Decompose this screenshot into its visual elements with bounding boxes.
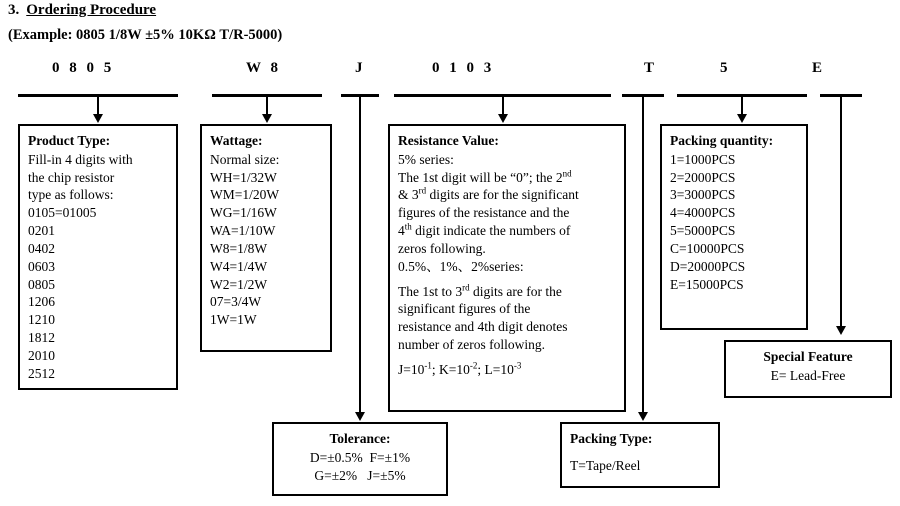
box-resistance-title: Resistance Value: [398, 133, 499, 148]
box-tolerance-line: D=±0.5% F=±1% [309, 449, 411, 465]
box-wattage-line: W8=1/8W [210, 240, 268, 256]
code-product-type: 0 8 0 5 [52, 60, 115, 76]
box-wattage-line: 07=3/4W [210, 294, 262, 310]
arrow-tolerance [355, 412, 365, 421]
box-product-type [18, 124, 178, 390]
box-resistance-line: resistance and 4th digit denotes [398, 319, 568, 335]
box-wattage-line: W2=1/2W [210, 276, 268, 292]
box-resistance-line: figures of the resistance and the [398, 205, 570, 221]
box-special-feature-line: E= Lead-Free [770, 367, 846, 383]
box-wattage-line: WM=1/20W [210, 187, 280, 203]
box-wattage-line: Normal size: [210, 151, 280, 167]
box-product-type-line: 0402 [28, 240, 55, 256]
arrow-product-type [93, 114, 103, 123]
box-packing-quantity-line: E=15000PCS [670, 276, 744, 292]
code-resistance-value: 0 1 0 3 [432, 60, 495, 76]
example-line: (Example: 0805 1/8W ±5% 10KΩ T/R-5000) [8, 27, 283, 43]
box-resistance-value [388, 124, 626, 412]
page-title [8, 2, 156, 19]
box-resistance-line: $J=10^{-1}$; $K=10^{-2}$; $L=10^{-3}$ [398, 360, 522, 377]
box-resistance-line: 4th digit indicate the numbers of [398, 221, 571, 239]
box-packing-quantity-line: D=20000PCS [670, 258, 746, 274]
box-product-type-line: 1206 [28, 294, 55, 310]
section-number: 3. [8, 2, 20, 18]
box-resistance-line: 5% series: [398, 151, 454, 167]
code-wattage: W 8 [246, 60, 281, 76]
arrow-wattage [262, 114, 272, 123]
box-product-type-line: the chip resistor [28, 169, 115, 185]
code-packing-type: T [644, 60, 658, 76]
box-tolerance-title: Tolerance: [329, 431, 391, 446]
box-wattage-line: WH=1/32W [210, 169, 277, 185]
box-packing-quantity-line: 1=1000PCS [670, 151, 736, 167]
box-resistance-line: number of zeros following. [398, 336, 545, 352]
box-tolerance-line: G=±2% J=±5% [314, 467, 406, 483]
connector-tolerance [359, 94, 361, 416]
box-packing-quantity-line: 3=3000PCS [670, 187, 736, 203]
box-product-type-line: Fill-in 4 digits with [28, 151, 133, 167]
box-packing-quantity-line: 4=4000PCS [670, 205, 736, 221]
box-special-feature-title: Special Feature [763, 349, 853, 364]
box-product-type-line: 0201 [28, 223, 55, 239]
box-product-type-title: Product Type: [28, 133, 111, 148]
box-wattage [200, 124, 332, 352]
box-resistance-line: 0.5%、1%、2%series: [398, 258, 524, 274]
box-product-type-line: 1812 [28, 329, 55, 345]
section-title: Ordering Procedure [26, 2, 157, 18]
box-wattage-line: WG=1/16W [210, 205, 277, 221]
box-resistance-line: significant figures of the [398, 301, 531, 317]
connector-packing-type [642, 94, 644, 416]
box-packing-quantity [660, 124, 808, 330]
box-wattage-line: WA=1/10W [210, 223, 276, 239]
box-product-type-line: 0105=01005 [28, 205, 97, 221]
box-tolerance [272, 422, 448, 496]
arrow-special-feature [836, 326, 846, 335]
box-resistance-line: & 3rd digits are for the significant [398, 185, 579, 203]
box-resistance-line: The 1st to 3rd digits are for the [398, 282, 562, 299]
box-product-type-line: 0603 [28, 258, 55, 274]
box-product-type-line: 2010 [28, 347, 55, 363]
arrow-packing-type [638, 412, 648, 421]
code-packing-quantity: 5 [720, 60, 731, 76]
box-wattage-line: 1W=1W [210, 312, 257, 328]
box-product-type-line: 0805 [28, 276, 55, 292]
box-resistance-line: zeros following. [398, 240, 486, 256]
box-wattage-line: W4=1/4W [210, 258, 268, 274]
box-packing-quantity-line: C=10000PCS [670, 240, 745, 256]
arrow-packing-quantity [737, 114, 747, 123]
box-packing-quantity-line: 5=5000PCS [670, 223, 736, 239]
arrow-resistance-value [498, 114, 508, 123]
box-wattage-title: Wattage: [210, 133, 263, 148]
code-special-feature: E [812, 60, 826, 76]
box-packing-quantity-title: Packing quantity: [670, 133, 774, 148]
box-packing-quantity-line: 2=2000PCS [670, 169, 736, 185]
box-packing-type-title: Packing Type: [570, 431, 653, 446]
box-product-type-line: 1210 [28, 312, 55, 328]
box-product-type-line: 2512 [28, 365, 55, 381]
box-packing-type [560, 422, 720, 488]
box-resistance-line: The 1st digit will be “0”; the 2nd [398, 168, 572, 185]
connector-special-feature [840, 94, 842, 328]
box-special-feature [724, 340, 892, 398]
box-product-type-line: type as follows: [28, 187, 114, 203]
box-packing-type-line: T=Tape/Reel [570, 457, 641, 473]
code-tolerance: J [355, 60, 366, 76]
